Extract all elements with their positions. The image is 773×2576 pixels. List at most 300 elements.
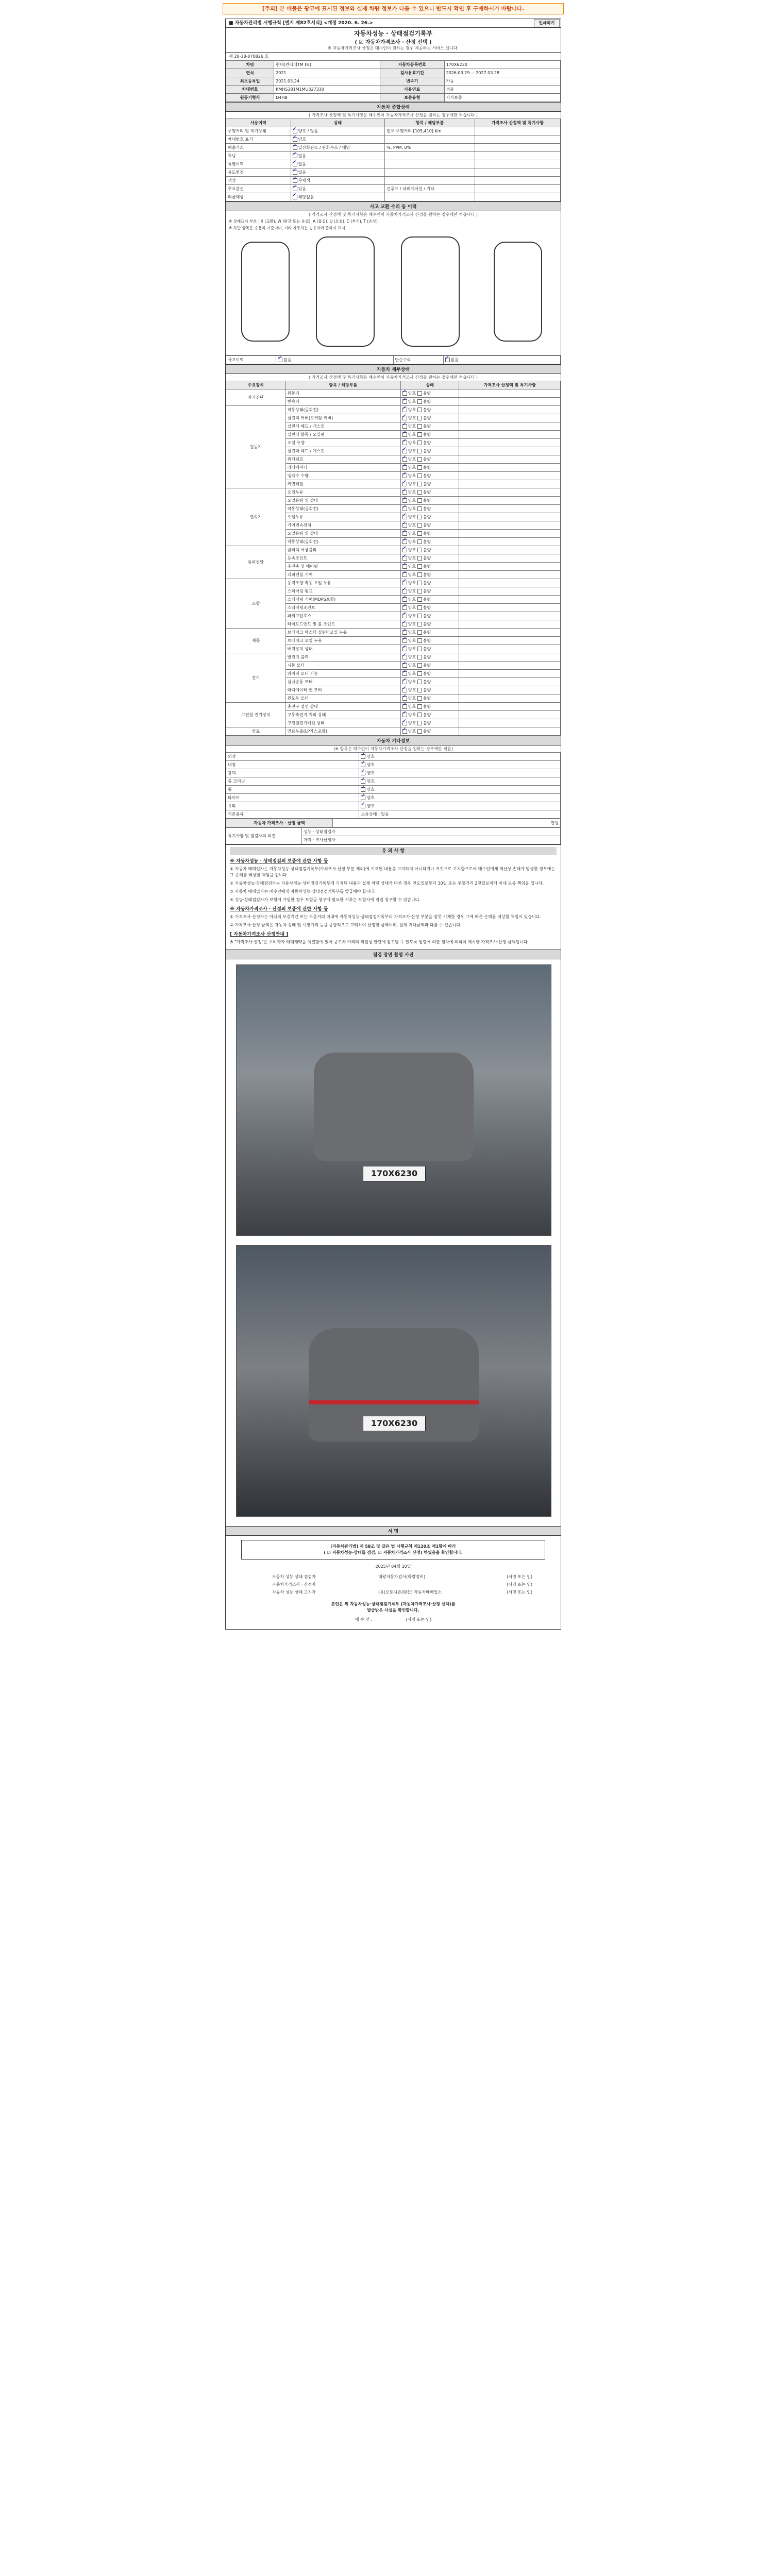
column-header: 사용이력	[226, 119, 291, 127]
basic-info-value: 경유	[444, 86, 560, 94]
basic-info-label: 자동차등록번호	[380, 61, 444, 69]
overall-cell: 색상	[226, 177, 291, 185]
detail-status-text: 불량	[423, 721, 431, 725]
detail-item: 실린더 커버(로커암 커버)	[285, 414, 400, 422]
photo-area	[226, 959, 561, 1526]
detail-status	[400, 653, 459, 662]
checkbox-icon	[361, 795, 365, 800]
detail-note	[459, 670, 561, 678]
checkbox-icon	[417, 589, 422, 594]
checkbox-icon	[402, 548, 407, 552]
detail-status	[400, 406, 459, 414]
detail-status-text: 양호	[408, 622, 416, 626]
detail-item: 오일유량 및 상태	[285, 497, 400, 505]
accident-value: ✔ 없음	[276, 356, 394, 364]
checkbox-icon	[402, 424, 407, 429]
checkbox-icon	[417, 704, 422, 709]
notice-h2: ※ 자동차가격조사 · 산정의 보증에 관한 사항 등	[230, 907, 328, 912]
warning-banner: [주의] 본 매물은 광고에 표시된 정보와 실제 차량 정보가 다를 수 있으니 반드시 확인 후 구매하시기 바랍니다.	[223, 3, 564, 14]
options-value-text: 양호	[366, 762, 375, 767]
detail-status	[400, 612, 459, 620]
detail-item: 스티어링 기어(MDPS포함)	[285, 596, 400, 604]
detail-status-text: 양호	[408, 408, 416, 412]
notice-heading: 유 의 사 항	[230, 847, 557, 855]
detail-item: 라디에이터 팬 모터	[285, 686, 400, 694]
options-label: 광택	[226, 769, 359, 777]
detail-item: 와이퍼 모터 기능	[285, 670, 400, 678]
notice-p7: ※ "가격조사·산정"은 소비자가 매매계약을 체결함에 있어 중고차 가격의 적절성 판단에 참고할 수 있도록 법령에 의한 절차에 의하여 제시한 가격조사·산정 금액입니다.	[230, 940, 529, 944]
detail-group-name: 변속기	[226, 488, 286, 546]
detail-note	[459, 711, 561, 719]
overall-cell-text: 없음	[298, 162, 307, 166]
detail-note	[459, 587, 561, 596]
detail-status	[400, 596, 459, 604]
notice-p2: ② 자동차성능·상태점검자는 자동차성능·상태점검기록부에 기재된 내용과 실제 차량 상태가 다른 경우 인도일로부터 30일 또는 주행거리 2천킬로미터 이내 보증 책임을 집니다.	[230, 881, 544, 886]
detail-status-text: 불량	[423, 473, 431, 478]
detail-item: 변속기	[285, 398, 400, 406]
detail-row	[226, 629, 561, 637]
checkbox-icon	[417, 680, 422, 684]
detail-item: 동력조향 작동 오일 누유	[285, 579, 400, 587]
checkbox-icon	[417, 605, 422, 610]
detail-status-text: 불량	[423, 457, 431, 462]
detail-note	[459, 653, 561, 662]
detail-status	[400, 497, 459, 505]
checkbox-icon	[293, 170, 297, 175]
checkbox-icon	[402, 605, 407, 610]
checkbox-icon	[417, 581, 422, 585]
checkbox-icon	[417, 531, 422, 536]
checkbox-icon	[417, 630, 422, 635]
detail-group-name: 연료	[226, 727, 286, 736]
overall-cell	[385, 135, 475, 144]
checkbox-icon	[402, 721, 407, 725]
checkbox-icon	[402, 449, 407, 453]
basic-info-value: 자동	[444, 77, 560, 86]
checkbox-icon	[361, 754, 365, 759]
checkbox-icon	[402, 515, 407, 519]
sign-r1-value: 대왕자동차검사(화랑정비)	[378, 1574, 426, 1579]
detail-status	[400, 571, 459, 579]
detail-note	[459, 637, 561, 645]
detail-status-text: 양호	[408, 391, 416, 396]
detail-status-text: 불량	[423, 581, 431, 585]
checkbox-icon	[445, 358, 450, 362]
detail-status-text: 불량	[423, 614, 431, 618]
detail-status-text: 양호	[408, 424, 416, 429]
checkbox-icon	[293, 162, 297, 166]
basic-info-row	[226, 69, 561, 77]
detail-status-text: 불량	[423, 680, 431, 684]
sign-box	[241, 1540, 545, 1560]
detail-note	[459, 694, 561, 703]
overall-cell	[385, 160, 475, 168]
checkbox-icon	[402, 391, 407, 396]
checkbox-icon	[402, 416, 407, 420]
detail-item: 라디에이터	[285, 464, 400, 472]
detail-item: 배력장치 상태	[285, 645, 400, 653]
detail-note	[459, 629, 561, 637]
checkbox-icon	[402, 408, 407, 412]
page-title: 자동차성능 · 상태점검기록부	[354, 30, 433, 37]
overall-cell-text: 일산화탄소 / 탄화수소 / 매연	[298, 145, 350, 150]
checkbox-icon	[293, 129, 297, 133]
overall-row	[226, 177, 561, 185]
detail-status	[400, 579, 459, 587]
options-section-sub: (※ 항목은 매수인이 자동차가격조사 산정을 원하는 경우에만 적음)	[333, 747, 453, 751]
checkbox-icon	[293, 195, 297, 199]
options-value-text: 양호	[366, 804, 375, 808]
checkbox-icon	[402, 556, 407, 561]
checkbox-icon	[402, 589, 407, 594]
detail-note	[459, 662, 561, 670]
print-button[interactable]: 인쇄하기	[534, 19, 560, 27]
detail-item: 구동축전지 격리 상태	[285, 711, 400, 719]
basic-info-row	[226, 86, 561, 94]
basic-info-row	[226, 77, 561, 86]
basic-info-label: 원동기형식	[226, 94, 274, 102]
checkbox-icon	[417, 647, 422, 651]
overall-cell	[291, 185, 384, 193]
checkbox-icon	[417, 713, 422, 717]
detail-note	[459, 563, 561, 571]
overall-cell: 용도변경	[226, 168, 291, 177]
notice-h1: ※ 자동차성능 · 상태점검의 보증에 관한 사항 등	[230, 859, 328, 864]
detail-note	[459, 439, 561, 447]
sign-r2-label: 자동차가격조사 · 산정자	[272, 1582, 316, 1587]
column-header: 주요장치	[226, 381, 286, 389]
checkbox-icon	[417, 622, 422, 626]
checkbox-icon	[361, 771, 365, 775]
detail-note	[459, 447, 561, 455]
checkbox-icon	[417, 721, 422, 725]
detail-item: 원동기	[285, 389, 400, 398]
detail-note	[459, 414, 561, 422]
detail-note	[459, 719, 561, 727]
basic-info-label: 사용연료	[380, 86, 444, 94]
detail-status-text: 불량	[423, 539, 431, 544]
detail-note	[459, 497, 561, 505]
basic-info-value: 자가보증	[444, 94, 560, 102]
checkbox-icon	[417, 597, 422, 602]
notice-p4: ④ 성능·상태점검자가 보험에 가입한 경우 보험금 청구에 필요한 서류는 보험사에 직접 청구할 수 있습니다.	[230, 897, 421, 902]
detail-note	[459, 604, 561, 612]
detail-status	[400, 530, 459, 538]
detail-note	[459, 546, 561, 554]
detail-status-text: 양호	[408, 440, 416, 445]
options-row	[226, 794, 561, 802]
checkbox-icon	[417, 399, 422, 404]
detail-note	[459, 554, 561, 563]
detail-status-text: 불량	[423, 523, 431, 528]
inspector-row1: 성능 · 상태점검자	[302, 828, 561, 836]
overall-cell-text: 해당없음	[298, 195, 314, 199]
detail-status-text: 불량	[423, 515, 431, 519]
repair-label: 단순수리	[393, 356, 443, 364]
options-row	[226, 802, 561, 810]
detail-status-text: 불량	[423, 696, 431, 701]
overall-cell	[385, 193, 475, 201]
detail-row	[226, 727, 561, 736]
overall-cell: 현재 주행거리 [105,410] Km	[385, 127, 475, 135]
detail-status-text: 양호	[408, 449, 416, 453]
checkbox-icon	[417, 655, 422, 659]
detail-item: 추진축 및 베어링	[285, 563, 400, 571]
overall-row	[226, 152, 561, 160]
detail-row	[226, 579, 561, 587]
basic-info-row	[226, 61, 561, 69]
detail-item: 실내송풍 모터	[285, 678, 400, 686]
overall-row	[226, 185, 561, 193]
detail-item: 브레이크 마스터 실린더오일 누유	[285, 629, 400, 637]
car-side-left-diagram	[241, 242, 290, 342]
basic-info-label: 연식	[226, 69, 274, 77]
sign-r2-sign: (서명 또는 인)	[507, 1582, 533, 1587]
basic-info-value: 2021.03.24	[274, 77, 380, 86]
checkbox-icon	[417, 432, 422, 437]
column-header: 가격조사 산정액 및 특기사항	[475, 119, 560, 127]
overall-cell: 리콜대상	[226, 193, 291, 201]
detail-section-sub: ( 가격조사 산정액 및 특기사항은 매수인이 자동차가격조사 산정을 원하는 경우에만 적습니다 )	[309, 375, 478, 380]
checkbox-icon	[402, 729, 407, 734]
column-header: 상태	[400, 381, 459, 389]
detail-status	[400, 620, 459, 629]
inspector-row2: 가격 · 조사산정자	[302, 836, 561, 844]
column-header: 항목 / 해당부품	[385, 119, 475, 127]
detail-status-text: 불량	[423, 482, 431, 486]
checkbox-icon	[293, 145, 297, 150]
detail-status-text: 불량	[423, 440, 431, 445]
detail-status-text: 양호	[408, 655, 416, 659]
detail-note	[459, 530, 561, 538]
detail-status-text: 불량	[423, 498, 431, 503]
detail-status	[400, 662, 459, 670]
detail-item: 커먼레일	[285, 480, 400, 488]
detail-status	[400, 711, 459, 719]
price-label: 자동차 가격조사 · 산정 금액	[226, 819, 333, 827]
options-row	[226, 761, 561, 769]
detail-status	[400, 439, 459, 447]
page-subtitle: ( ☑ 자동차가격조사 · 산정 선택 )	[355, 40, 432, 45]
detail-status	[400, 727, 459, 736]
accident-section-head: 사고 교환 수리 등 이력	[226, 201, 561, 211]
basic-info-value: 2026.03.29 ~ 2027.03.28	[444, 69, 560, 77]
overall-cell	[291, 144, 384, 152]
detail-status	[400, 637, 459, 645]
options-section-head: 자동차 기타정보	[226, 736, 561, 745]
overall-row	[226, 127, 561, 135]
checkbox-icon	[417, 671, 422, 676]
car-diagram	[226, 231, 561, 355]
checkbox-icon	[402, 581, 407, 585]
options-value-text: 양호	[366, 771, 375, 775]
overall-cell: 배출가스	[226, 144, 291, 152]
detail-status-text: 양호	[408, 432, 416, 437]
options-label: 내장	[226, 761, 359, 769]
detail-status	[400, 513, 459, 521]
sign-r3-value: (유)오토시즌(평산) 자동차매매업소	[378, 1590, 442, 1595]
detail-status-text: 불량	[423, 647, 431, 651]
detail-status-text: 양호	[408, 630, 416, 635]
detail-group-name: 동력전달	[226, 546, 286, 579]
detail-note	[459, 620, 561, 629]
detail-status-text: 불량	[423, 490, 431, 495]
checkbox-icon	[402, 465, 407, 470]
checkbox-icon	[402, 696, 407, 701]
photo-section-head: 점검 장면 촬영 사진	[226, 950, 561, 959]
detail-status-text: 불량	[423, 713, 431, 717]
detail-row	[226, 703, 561, 711]
options-row	[226, 753, 561, 761]
detail-group-name: 제동	[226, 629, 286, 653]
detail-status-text: 양호	[408, 473, 416, 478]
detail-status-text: 양호	[408, 457, 416, 462]
detail-status	[400, 538, 459, 546]
checkbox-icon	[402, 539, 407, 544]
license-plate: 170X6230	[363, 1166, 426, 1181]
repair-value: ✔ 없음	[443, 356, 561, 364]
checkbox-icon	[417, 391, 422, 396]
car-side-right-diagram	[494, 242, 542, 342]
checkbox-icon	[417, 457, 422, 462]
options-value	[359, 761, 561, 769]
accident-section-sub: ( 가격조사 산정액 및 특기사항은 매수인이 자동차가격조사 산정을 원하는 경우에만 적습니다 )	[309, 212, 478, 217]
options-value-text: 양호	[366, 779, 375, 784]
detail-item: 디퍼렌셜 기어	[285, 571, 400, 579]
footer-line-2: 발급받은 사실을 확인합니다.	[367, 1608, 419, 1613]
checkbox-icon	[402, 622, 407, 626]
detail-status	[400, 629, 459, 637]
overall-row	[226, 135, 561, 144]
options-table	[226, 752, 561, 819]
detail-item: 오일 유량	[285, 439, 400, 447]
detail-status-text: 불량	[423, 589, 431, 594]
detail-item: 실린더 헤드 / 개스킷	[285, 422, 400, 431]
detail-status-text: 양호	[408, 539, 416, 544]
detail-note	[459, 686, 561, 694]
detail-status	[400, 398, 459, 406]
detail-group-name: 자기진단	[226, 389, 286, 406]
overall-cell	[475, 144, 560, 152]
detail-status-text: 양호	[408, 556, 416, 561]
checkbox-icon	[402, 473, 407, 478]
detail-status-text: 양호	[408, 564, 416, 569]
sign-text-2: ( ☑ 자동차성능·상태를 점검, ☑ 자동차가격조사 산정) 하였음을 확인합니다.	[324, 1550, 463, 1555]
sign-table	[226, 1573, 561, 1596]
sign-text-1: [자동차관리법] 제 58조 및 같은 법 시행규칙 제120조 제1항에 따라	[330, 1544, 456, 1549]
detail-status	[400, 678, 459, 686]
detail-status-text: 양호	[408, 597, 416, 602]
options-value	[359, 794, 561, 802]
accident-legend: ※ 상태표시 부호 : X (교환), W (판금 또는 용접), A (흠집), U (요철), C (부식), T (손상)	[229, 219, 378, 224]
tail-light-bar	[309, 1400, 479, 1404]
checkbox-icon	[417, 729, 422, 734]
car-rear-photo	[236, 1245, 551, 1517]
detail-status-text: 불량	[423, 531, 431, 536]
overall-cell: 차대번호 표기	[226, 135, 291, 144]
options-label: 룸 크리닝	[226, 777, 359, 786]
checkbox-icon	[417, 539, 422, 544]
detail-status-text: 양호	[408, 638, 416, 643]
checkbox-icon	[402, 638, 407, 643]
detail-note	[459, 389, 561, 398]
basic-info-value: D4HB	[274, 94, 380, 102]
detail-item: 고전원전기배선 상태	[285, 719, 400, 727]
detail-status-text: 불량	[423, 655, 431, 659]
detail-status-text: 양호	[408, 572, 416, 577]
overall-cell: 주행거리 및 계기상태	[226, 127, 291, 135]
notice-p3: ③ 자동차 매매업자는 매수인에게 자동차성능·상태점검기록부를 발급해야 합니다.	[230, 889, 376, 894]
detail-note	[459, 727, 561, 736]
checkbox-icon	[417, 523, 422, 528]
options-row	[226, 777, 561, 786]
detail-status	[400, 505, 459, 513]
basic-items-value: 보유상태 : 있음	[359, 810, 561, 819]
overall-cell-text: 없음	[298, 170, 307, 175]
detail-status-text: 불량	[423, 416, 431, 420]
checkbox-icon	[417, 638, 422, 643]
overall-table	[226, 118, 561, 201]
basic-info-value: 170X6230	[444, 61, 560, 69]
detail-status-text: 불량	[423, 408, 431, 412]
detail-status-text: 양호	[408, 729, 416, 734]
accident-label: 사고이력	[226, 356, 276, 364]
sign-date: 2025년 04월 10일	[375, 1564, 411, 1569]
detail-row	[226, 653, 561, 662]
detail-item: 스티어링 펌프	[285, 587, 400, 596]
overall-cell	[291, 127, 384, 135]
checkbox-icon	[417, 465, 422, 470]
overall-cell: 주요옵션	[226, 185, 291, 193]
options-value	[359, 802, 561, 810]
detail-item: 스티어링조인트	[285, 604, 400, 612]
detail-status-text: 양호	[408, 515, 416, 519]
detail-status-text: 불량	[423, 424, 431, 429]
detail-status	[400, 389, 459, 398]
overall-cell	[475, 127, 560, 135]
detail-status	[400, 686, 459, 694]
column-header: 항목 / 해당부품	[285, 381, 400, 389]
checkbox-icon	[417, 696, 422, 701]
form-label-text: ■ 자동차관리법 시행규칙 [별지 제82호서식] <개정 2020. 6. 26.>	[229, 21, 373, 26]
detail-status-text: 양호	[408, 671, 416, 676]
checkbox-icon	[361, 787, 365, 792]
checkbox-icon	[417, 473, 422, 478]
detail-status-text: 불량	[423, 704, 431, 709]
overall-cell	[291, 177, 384, 185]
detail-item: 오일유량 및 상태	[285, 530, 400, 538]
checkbox-icon	[361, 762, 365, 767]
overall-section-head: 자동차 종합상태	[226, 102, 561, 112]
overall-cell	[291, 160, 384, 168]
overall-cell	[291, 193, 384, 201]
overall-cell	[385, 152, 475, 160]
detail-item: 브레이크 오일 누유	[285, 637, 400, 645]
notice-block	[226, 844, 561, 950]
detail-note	[459, 571, 561, 579]
checkbox-icon	[402, 432, 407, 437]
detail-status	[400, 472, 459, 480]
detail-status	[400, 670, 459, 678]
sign-r1-sign: (서명 또는 인)	[507, 1574, 533, 1579]
detail-status	[400, 488, 459, 497]
detail-note	[459, 464, 561, 472]
detail-note	[459, 538, 561, 546]
options-value	[359, 786, 561, 794]
checkbox-icon	[361, 804, 365, 808]
detail-item: 윈도우 모터	[285, 694, 400, 703]
checkbox-icon	[402, 597, 407, 602]
